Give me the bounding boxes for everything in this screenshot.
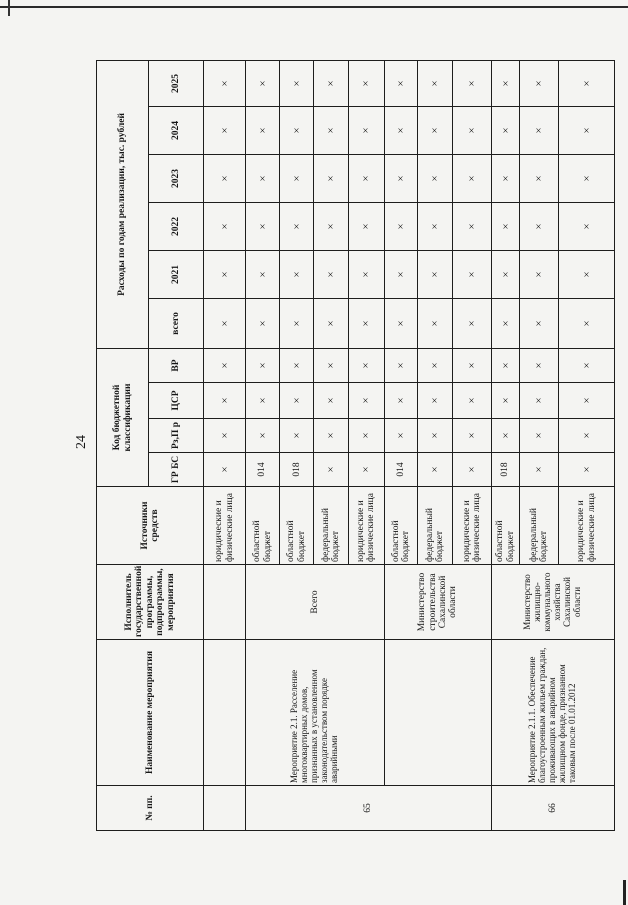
cell-total: × (384, 298, 417, 348)
cell-2025: × (559, 60, 615, 106)
cell-2025: × (384, 60, 417, 106)
cell-csr: × (246, 383, 280, 419)
header-name: Наименование мероприятия (97, 640, 204, 786)
cell-executor (204, 565, 246, 640)
header-no: № пп. (97, 786, 204, 831)
cell-vr: × (491, 348, 519, 382)
cell-csr: × (314, 383, 348, 419)
header-expenses-group: Расходы по годам реализации, тыс. рублей (97, 60, 149, 348)
cell-source: федеральный бюджет (520, 487, 559, 565)
cell-name (204, 640, 246, 786)
cell-rzpr: × (280, 419, 314, 453)
cell-2021: × (453, 250, 492, 298)
cell-csr: × (384, 383, 417, 419)
scan-mark (8, 0, 10, 16)
cell-rzpr: × (417, 419, 452, 453)
cell-grbs: × (204, 453, 246, 487)
cell-csr: × (559, 383, 615, 419)
cell-rzpr: × (204, 419, 246, 453)
cell-2021: × (384, 250, 417, 298)
cell-2024: × (491, 106, 519, 154)
cell-csr: × (348, 383, 384, 419)
cell-2021: × (417, 250, 452, 298)
cell-rzpr: × (453, 419, 492, 453)
cell-rzpr: × (348, 419, 384, 453)
cell-2024: × (280, 106, 314, 154)
cell-vr: × (280, 348, 314, 382)
cell-csr: × (491, 383, 519, 419)
cell-total: × (348, 298, 384, 348)
cell-csr: × (520, 383, 559, 419)
cell-2023: × (204, 154, 246, 202)
cell-2022: × (559, 202, 615, 250)
cell-2023: × (520, 154, 559, 202)
cell-source: областной бюджет (491, 487, 519, 565)
cell-total: × (246, 298, 280, 348)
cell-2024: × (520, 106, 559, 154)
cell-total: × (453, 298, 492, 348)
cell-source: областной бюджет (246, 487, 280, 565)
cell-2022: × (246, 202, 280, 250)
cell-name (384, 640, 491, 786)
cell-csr: × (204, 383, 246, 419)
cell-total: × (417, 298, 452, 348)
cell-2022: × (520, 202, 559, 250)
cell-executor: Министерство строительства Сахалинской области (384, 565, 491, 640)
cell-2022: × (453, 202, 492, 250)
cell-2025: × (280, 60, 314, 106)
page-number: 24 (74, 435, 89, 449)
cell-total: × (314, 298, 348, 348)
cell-2024: × (348, 106, 384, 154)
table-row (491, 60, 519, 830)
scan-mark (623, 880, 626, 905)
budget-table-rotated (96, 61, 615, 831)
cell-total: × (559, 298, 615, 348)
table-row (384, 60, 417, 830)
cell-vr: × (520, 348, 559, 382)
header-kbk-group: Код бюджетной классификации (97, 348, 149, 486)
cell-rzpr: × (491, 419, 519, 453)
table-row (246, 60, 280, 830)
scan-edge-line (0, 6, 628, 8)
cell-rzpr: × (314, 419, 348, 453)
cell-2025: × (417, 60, 452, 106)
cell-2025: × (520, 60, 559, 106)
cell-2022: × (348, 202, 384, 250)
header-executor: Исполнитель государственной программы, подпрограммы, мероприятия (97, 565, 204, 640)
table-row (204, 60, 246, 830)
cell-2024: × (246, 106, 280, 154)
cell-source: федеральный бюджет (417, 487, 452, 565)
cell-grbs: × (348, 453, 384, 487)
cell-executor: Всего (246, 565, 385, 640)
cell-2024: × (314, 106, 348, 154)
cell-grbs: × (520, 453, 559, 487)
cell-vr: × (559, 348, 615, 382)
cell-grbs: × (417, 453, 452, 487)
cell-2021: × (520, 250, 559, 298)
cell-grbs: 018 (491, 453, 519, 487)
header-year-2022: 2022 (149, 202, 204, 250)
cell-2022: × (417, 202, 452, 250)
header-year-2021: 2021 (149, 250, 204, 298)
cell-2025: × (246, 60, 280, 106)
cell-name: Мероприятие 2.1.1. Обеспечение благоустроенным жильем граждан, проживающих в аварийном жилищном фонде, признанном таковым после 01.01.2012 (491, 640, 614, 786)
cell-grbs: × (559, 453, 615, 487)
cell-grbs: × (453, 453, 492, 487)
cell-csr: × (417, 383, 452, 419)
cell-source: юридические и физические лица (453, 487, 492, 565)
cell-vr: × (246, 348, 280, 382)
cell-2021: × (314, 250, 348, 298)
cell-vr: × (384, 348, 417, 382)
cell-2023: × (384, 154, 417, 202)
header-rzpr: Рз,П р (149, 419, 204, 453)
cell-2021: × (559, 250, 615, 298)
cell-grbs: 014 (246, 453, 280, 487)
cell-total: × (204, 298, 246, 348)
cell-rzpr: × (559, 419, 615, 453)
cell-no: 65 (246, 786, 492, 831)
header-vr: ВР (149, 348, 204, 382)
cell-total: × (280, 298, 314, 348)
cell-2022: × (204, 202, 246, 250)
cell-2023: × (491, 154, 519, 202)
cell-2022: × (314, 202, 348, 250)
cell-2025: × (204, 60, 246, 106)
cell-2023: × (453, 154, 492, 202)
header-csr: ЦСР (149, 383, 204, 419)
cell-2024: × (384, 106, 417, 154)
cell-vr: × (417, 348, 452, 382)
cell-no: 66 (491, 786, 614, 831)
cell-source: федеральный бюджет (314, 487, 348, 565)
cell-source: юридические и физические лица (348, 487, 384, 565)
cell-2021: × (204, 250, 246, 298)
cell-2022: × (280, 202, 314, 250)
cell-grbs: × (314, 453, 348, 487)
cell-2021: × (246, 250, 280, 298)
header-total: всего (149, 298, 204, 348)
cell-2025: × (453, 60, 492, 106)
cell-rzpr: × (246, 419, 280, 453)
cell-grbs: 014 (384, 453, 417, 487)
cell-source: юридические и физические лица (204, 487, 246, 565)
budget-table (96, 60, 615, 831)
cell-executor: Министерство жилищно-коммунального хозяйства Сахалинской области (491, 565, 614, 640)
cell-2023: × (314, 154, 348, 202)
cell-2021: × (280, 250, 314, 298)
cell-2021: × (491, 250, 519, 298)
cell-2023: × (280, 154, 314, 202)
cell-vr: × (204, 348, 246, 382)
cell-2022: × (491, 202, 519, 250)
cell-grbs: 018 (280, 453, 314, 487)
cell-source: областной бюджет (280, 487, 314, 565)
cell-2021: × (348, 250, 384, 298)
header-source: Источники средств (97, 487, 204, 565)
cell-rzpr: × (520, 419, 559, 453)
cell-2024: × (559, 106, 615, 154)
header-year-2025: 2025 (149, 60, 204, 106)
cell-vr: × (453, 348, 492, 382)
cell-vr: × (314, 348, 348, 382)
header-grbs: ГР БС (149, 453, 204, 487)
cell-total: × (520, 298, 559, 348)
cell-rzpr: × (384, 419, 417, 453)
cell-2025: × (491, 60, 519, 106)
cell-2024: × (204, 106, 246, 154)
cell-total: × (491, 298, 519, 348)
cell-2023: × (348, 154, 384, 202)
cell-csr: × (280, 383, 314, 419)
cell-2023: × (559, 154, 615, 202)
header-year-2024: 2024 (149, 106, 204, 154)
cell-2025: × (314, 60, 348, 106)
cell-vr: × (348, 348, 384, 382)
cell-name: Мероприятие 2.1. Расселение многоквартирных домов, признанных в установленном законодательством порядке аварийными (246, 640, 385, 786)
cell-2022: × (384, 202, 417, 250)
cell-2024: × (453, 106, 492, 154)
cell-no (204, 786, 246, 831)
header-year-2023: 2023 (149, 154, 204, 202)
cell-2023: × (246, 154, 280, 202)
cell-2024: × (417, 106, 452, 154)
cell-2023: × (417, 154, 452, 202)
cell-source: юридические и физические лица (559, 487, 615, 565)
cell-source: областной бюджет (384, 487, 417, 565)
cell-csr: × (453, 383, 492, 419)
cell-2025: × (348, 60, 384, 106)
